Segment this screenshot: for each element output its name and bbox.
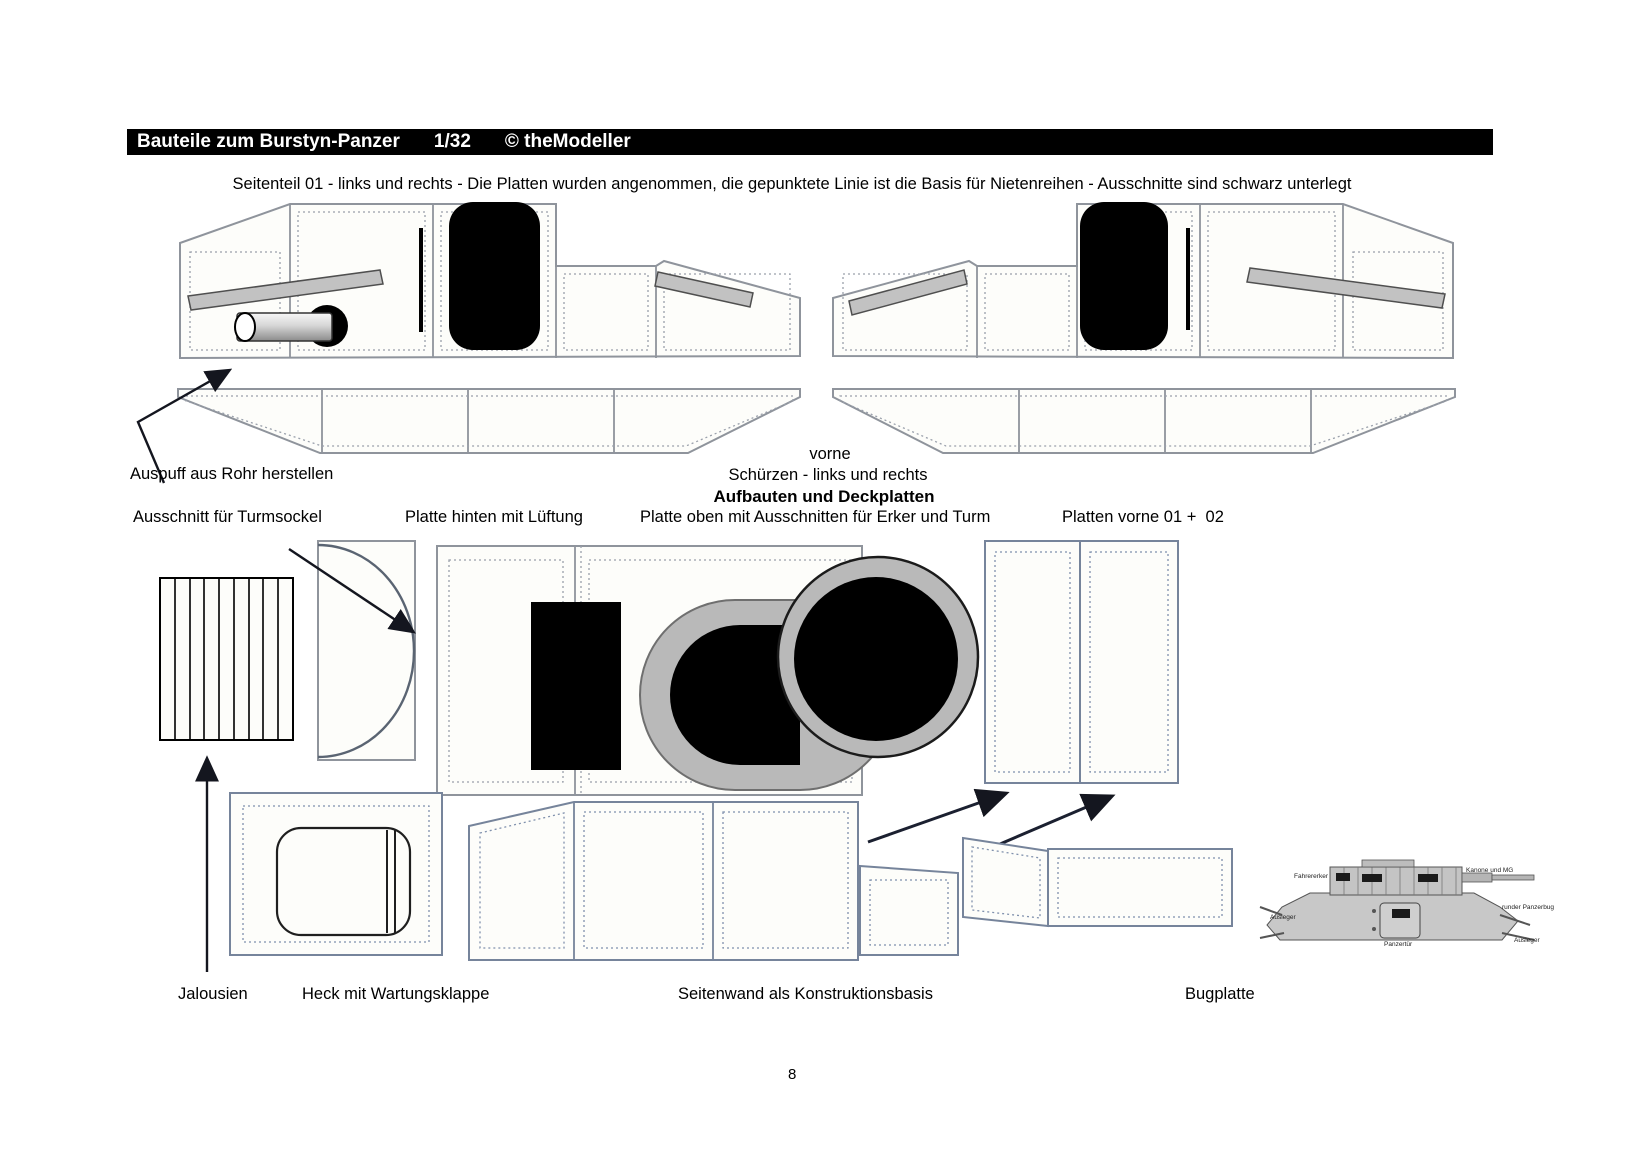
lueftung-cutout — [531, 602, 621, 770]
platten-vorne-diagram — [985, 541, 1178, 783]
turm-cutout — [778, 557, 978, 757]
tank-label-fahrererker: Fahrererker — [1294, 873, 1328, 880]
slot-cutout-right — [1186, 228, 1190, 330]
page-title: Bauteile zum Burstyn-Panzer — [137, 131, 400, 152]
tank-label-panzertuer: Panzertür — [1384, 941, 1413, 948]
tank-label-panzerbug: runder Panzerbug — [1502, 904, 1555, 911]
seitenteil-rechts-diagram — [833, 202, 1453, 358]
scale-label: 1/32 — [433, 131, 471, 152]
label-seitenwand: Seitenwand als Konstruktionsbasis — [678, 985, 933, 1003]
schuerze-rechts-diagram — [833, 389, 1455, 453]
label-jalousien: Jalousien — [178, 985, 248, 1003]
label-heck: Heck mit Wartungsklappe — [302, 985, 490, 1003]
label-bugplatte: Bugplatte — [1185, 985, 1255, 1003]
seitenwand-diagram — [469, 802, 958, 960]
hatch-cutout-right — [1080, 202, 1168, 350]
jalousien-diagram — [160, 578, 293, 740]
heck-diagram — [230, 793, 442, 955]
label-turmsockel: Ausschnitt für Turmsockel — [133, 508, 322, 526]
page-number: 8 — [788, 1066, 797, 1083]
bugplatte-diagram — [963, 838, 1232, 926]
label-platte-oben: Platte oben mit Ausschnitten für Erker und Turm — [640, 508, 991, 526]
tank-figure — [1260, 860, 1554, 948]
title-bar — [127, 129, 1493, 155]
tank-label-ausleger-links: Ausleger — [1270, 914, 1296, 921]
slot-cutout-left — [419, 228, 423, 332]
hatch-cutout-left — [449, 202, 540, 350]
label-schuerzen: Schürzen - links und rechts — [728, 466, 928, 484]
seitenteil-links-diagram — [180, 202, 800, 358]
label-aufbauten: Aufbauten und Deckplatten — [713, 487, 935, 506]
tank-label-kanone: Kanone und MG — [1466, 867, 1514, 874]
tank-label-ausleger-rechts: Ausleger — [1514, 937, 1540, 944]
credit-label: © theModeller — [504, 131, 631, 152]
turmsockel-plate-diagram — [318, 541, 415, 760]
label-auspuff: Auspuff aus Rohr herstellen — [130, 465, 334, 483]
subtitle: Seitenteil 01 - links und rechts - Die Platten wurden angenommen, die gepunktete Linie ist die Basis für Nietenreihen - Ausschnitte sind schwarz unterlegt — [232, 175, 1352, 193]
label-platte-hinten: Platte hinten mit Lüftung — [405, 508, 583, 526]
schuerze-links-diagram — [178, 389, 800, 453]
label-vorne: vorne — [809, 445, 851, 463]
label-platten-vorne: Platten vorne 01 + 02 — [1062, 508, 1224, 526]
